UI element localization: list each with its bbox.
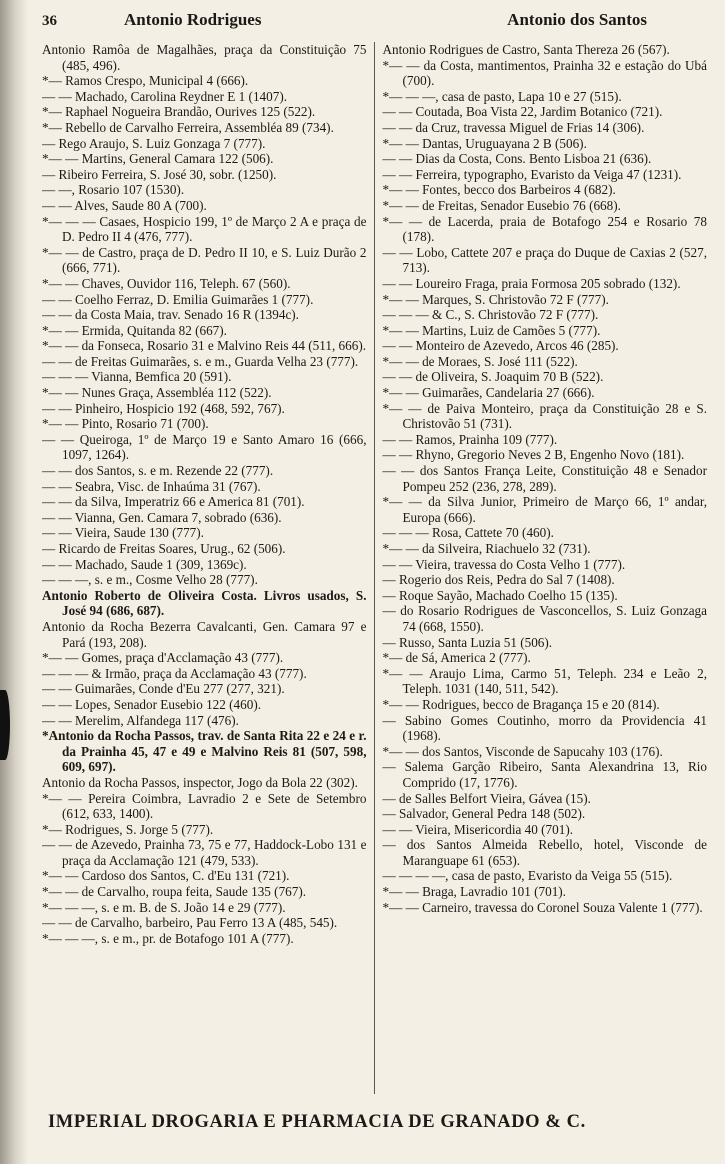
directory-entry: — — da Cruz, travessa Miguel de Frias 14 (306).: [382, 119, 645, 135]
directory-entry: *— Rodrigues, S. Jorge 5 (777).: [42, 821, 214, 837]
directory-entry: *— — Marques, S. Christovão 72 F (777).: [382, 291, 609, 307]
running-head-right: Antonio dos Santos: [507, 10, 647, 29]
directory-entry: — — Queiroga, 1º de Março 19 e Santo Amaro 16 (666, 1097, 1264).: [42, 431, 367, 463]
directory-entry: — — Seabra, Visc. de Inhaúma 31 (767).: [42, 478, 261, 494]
directory-entry: — — Machado, Saude 1 (309, 1369c).: [42, 556, 247, 572]
directory-entry: — — Loureiro Fraga, praia Formosa 205 sobrado (132).: [382, 275, 681, 291]
directory-entry: *— — de Paiva Monteiro, praça da Constituição 28 e S. Christovão 51 (731).: [382, 400, 707, 432]
directory-entry: — Sabino Gomes Coutinho, morro da Providencia 41 (1968).: [382, 712, 707, 744]
directory-entry: — — — Vianna, Bemfica 20 (591).: [42, 369, 232, 385]
directory-entry: — — Lopes, Senador Eusebio 122 (460).: [42, 696, 262, 712]
directory-entry: *— — Pinto, Rosario 71 (700).: [42, 416, 209, 432]
directory-entry: — do Rosario Rodrigues de Vasconcellos, S. Luiz Gonzaga 74 (668, 1550).: [382, 603, 707, 634]
directory-entry: — — Monteiro de Azevedo, Arcos 46 (285).: [382, 338, 619, 354]
right-column: [375, 42, 708, 1094]
directory-entry: Antonio Ramôa de Magalhães, praça da Constituição 75 (485, 496).: [42, 42, 367, 73]
directory-entry: *— — de Lacerda, praia de Botafogo 254 e Rosario 78 (178).: [382, 213, 707, 245]
directory-entry: — — Lobo, Cattete 207 e praça do Duque de Caxias 2 (527, 713).: [382, 244, 707, 276]
directory-entry: — — Vieira, Saude 130 (777).: [42, 525, 204, 541]
directory-entry: *— — de Carvalho, roupa feita, Saude 135 (767).: [42, 884, 307, 900]
directory-entry: *— — Ermida, Quitanda 82 (667).: [42, 322, 227, 338]
page-edge-shadow: [0, 0, 28, 1164]
directory-entry: — de Salles Belfort Vieira, Gávea (15).: [382, 790, 591, 806]
directory-entry: *— — da Costa, mantimentos, Prainha 32 e estação do Ubá (700).: [382, 57, 707, 89]
directory-entry: — Rogerio dos Reis, Pedra do Sal 7 (1408).: [382, 572, 615, 588]
directory-entry: — Ribeiro Ferreira, S. José 30, sobr. (1250).: [42, 166, 277, 182]
directory-entry: *— — —, s. e m., pr. de Botafogo 101 A (777).: [42, 930, 294, 946]
directory-entry: *— — Dantas, Uruguayana 2 B (506).: [382, 135, 587, 151]
directory-entry: *— — de Castro, praça de D. Pedro II 10, e S. Luiz Durão 2 (666, 771).: [42, 244, 367, 276]
directory-entry: — — Vianna, Gen. Camara 7, sobrado (636).: [42, 509, 282, 525]
left-column: [42, 42, 375, 1094]
directory-entry: *— — da Silva Junior, Primeiro de Março 66, 1º andar, Europa (666).: [382, 494, 707, 525]
directory-entry: *— — de Moraes, S. José 111 (522).: [382, 353, 578, 369]
directory-entry: — — de Freitas Guimarães, s. e m., Guarda Velha 23 (777).: [42, 353, 359, 369]
directory-entry: *— — Martins, Luiz de Camões 5 (777).: [382, 322, 601, 338]
directory-entry: Antonio da Rocha Passos, inspector, Jogo da Bola 22 (302).: [42, 774, 358, 790]
directory-entry: — Roque Sayão, Machado Coelho 15 (135).: [382, 587, 618, 603]
directory-entry: — — Coutada, Boa Vista 22, Jardim Botanico (721).: [382, 104, 663, 120]
binding-mark: [0, 690, 10, 760]
directory-entry: — Ricardo de Freitas Soares, Urug., 62 (506).: [42, 541, 286, 556]
directory-entry: *— — Gomes, praça d'Acclamação 43 (777).: [42, 650, 284, 666]
directory-entry: *— — Guimarães, Candelaria 27 (666).: [382, 385, 595, 401]
directory-entry: — —, Rosario 107 (1530).: [42, 182, 185, 198]
directory-entry: — dos Santos Almeida Rebello, hotel, Visconde de Maranguape 61 (653).: [382, 837, 707, 868]
directory-entry: — — — & C., S. Christovão 72 F (777).: [382, 307, 599, 323]
directory-entry: Antonio Roberto de Oliveira Costa. Livros usados, S. José 94 (686, 687).: [42, 587, 367, 619]
directory-entry: — — — —, casa de pasto, Evaristo da Veiga 55 (515).: [382, 868, 673, 884]
directory-entry: *— — Nunes Graça, Assembléa 112 (522).: [42, 385, 272, 401]
directory-entry: *— — Martins, General Camara 122 (506).: [42, 151, 274, 167]
directory-entry: — — Machado, Carolina Reydner E 1 (1407).: [42, 88, 288, 104]
directory-entry: — — Guimarães, Conde d'Eu 277 (277, 321).: [42, 681, 285, 697]
directory-entry: *— — Carneiro, travessa do Coronel Souza Valente 1 (777).: [382, 899, 703, 915]
directory-entry: *Antonio da Rocha Passos, trav. de Santa Rita 22 e 24 e r. da Prainha 45, 47 e 49 e Malvino Reis 81 (507, 598, 609, 697).: [42, 728, 367, 775]
directory-entry: *— — Chaves, Ouvidor 116, Teleph. 67 (560).: [42, 275, 291, 291]
directory-entry: — — Ramos, Prainha 109 (777).: [382, 431, 558, 447]
directory-entry: *— de Sá, America 2 (777).: [382, 650, 531, 666]
directory-entry: — — Pinheiro, Hospicio 192 (468, 592, 767).: [42, 400, 285, 416]
directory-entry: — — dos Santos França Leite, Constituição 48 e Senador Pompeu 252 (236, 278, 289).: [382, 463, 707, 494]
directory-entry: *— — Cardoso dos Santos, C. d'Eu 131 (721).: [42, 868, 290, 884]
directory-entry: *— — —, s. e m. B. de S. João 14 e 29 (777).: [42, 899, 286, 915]
directory-entry: — — Vieira, Misericordia 40 (701).: [382, 821, 574, 837]
directory-entry: — — de Azevedo, Prainha 73, 75 e 77, Haddock-Lobo 131 e praça da Acclamação 121 (479, 533).: [42, 837, 367, 868]
directory-entry: — — dos Santos, s. e m. Rezende 22 (777).: [42, 463, 274, 479]
directory-entry: *— Raphael Nogueira Brandão, Ourives 125 (522).: [42, 104, 316, 120]
running-head-left: Antonio Rodrigues: [124, 10, 262, 29]
directory-entry: — — da Silva, Imperatriz 66 e America 81 (701).: [42, 494, 305, 510]
directory-entry: *— — da Fonseca, Rosario 31 e Malvino Reis 44 (511, 666).: [42, 338, 367, 354]
directory-entry: — — de Carvalho, barbeiro, Pau Ferro 13 A (485, 545).: [42, 915, 338, 931]
directory-entry: — Russo, Santa Luzia 51 (506).: [382, 634, 553, 650]
directory-entry: — — — & Irmão, praça da Acclamação 43 (777).: [42, 665, 307, 681]
directory-entry: *— Ramos Crespo, Municipal 4 (666).: [42, 73, 249, 89]
page-number: 36: [42, 13, 57, 29]
directory-entry: — — Rhyno, Gregorio Neves 2 B, Engenho Novo (181).: [382, 447, 685, 463]
directory-entry: — — Merelim, Alfandega 117 (476).: [42, 712, 239, 728]
directory-entry: *— — Pereira Coimbra, Lavradio 2 e Sete de Setembro (612, 633, 1400).: [42, 790, 367, 822]
directory-entry: — Salema Garção Ribeiro, Santa Alexandrina 13, Rio Comprido (17, 1776).: [382, 759, 707, 790]
footer-advert: IMPERIAL DROGARIA E PHARMACIA DE GRANADO & C.: [48, 1112, 586, 1132]
directory-entry: — — da Costa Maia, trav. Senado 16 R (1394c).: [42, 307, 299, 323]
directory-entry: *— Rebello de Carvalho Ferreira, Assembléa 89 (734).: [42, 119, 334, 135]
directory-entry: — Salvador, General Pedra 148 (502).: [382, 806, 586, 822]
directory-entry: *— — Araujo Lima, Carmo 51, Teleph. 234 e Leão 2, Teleph. 1031 (140, 511, 542).: [382, 665, 707, 697]
page-header: [42, 10, 707, 34]
directory-entry: *— — da Silveira, Riachuelo 32 (731).: [382, 541, 591, 556]
directory-entry: — — de Oliveira, S. Joaquim 70 B (522).: [382, 369, 604, 385]
directory-entry: *— — dos Santos, Visconde de Sapucahy 103 (176).: [382, 743, 663, 759]
directory-entry: — — Coelho Ferraz, D. Emilia Guimarães 1 (777).: [42, 291, 314, 307]
directory-entry: — — Vieira, travessa do Costa Velho 1 (777).: [382, 556, 626, 572]
directory-entry: — Rego Araujo, S. Luiz Gonzaga 7 (777).: [42, 135, 266, 151]
directory-entry: Antonio da Rocha Bezerra Cavalcanti, Gen. Camara 97 e Pará (193, 208).: [42, 618, 367, 650]
directory-entry: *— — Rodrigues, becco de Bragança 15 e 20 (814).: [382, 696, 660, 712]
directory-entry: *— — —, casa de pasto, Lapa 10 e 27 (515).: [382, 88, 622, 104]
directory-entry: — — —, s. e m., Cosme Velho 28 (777).: [42, 572, 258, 588]
directory-entry: — — Alves, Saude 80 A (700).: [42, 197, 207, 213]
entry-columns: [42, 42, 707, 1094]
directory-entry: — — Ferreira, typographo, Evaristo da Veiga 47 (1231).: [382, 166, 682, 182]
directory-entry: — — — Rosa, Cattete 70 (460).: [382, 525, 554, 541]
directory-entry: *— — — Casaes, Hospicio 199, 1º de Março 2 A e praça de D. Pedro II 4 (476, 777).: [42, 213, 367, 245]
directory-entry: *— — Braga, Lavradio 101 (701).: [382, 884, 566, 900]
directory-entry: — — Dias da Costa, Cons. Bento Lisboa 21 (636).: [382, 151, 652, 167]
directory-entry: Antonio Rodrigues de Castro, Santa Thereza 26 (567).: [382, 42, 670, 57]
directory-entry: *— — Fontes, becco dos Barbeiros 4 (682).: [382, 182, 616, 198]
directory-entry: *— — de Freitas, Senador Eusebio 76 (668).: [382, 197, 621, 213]
